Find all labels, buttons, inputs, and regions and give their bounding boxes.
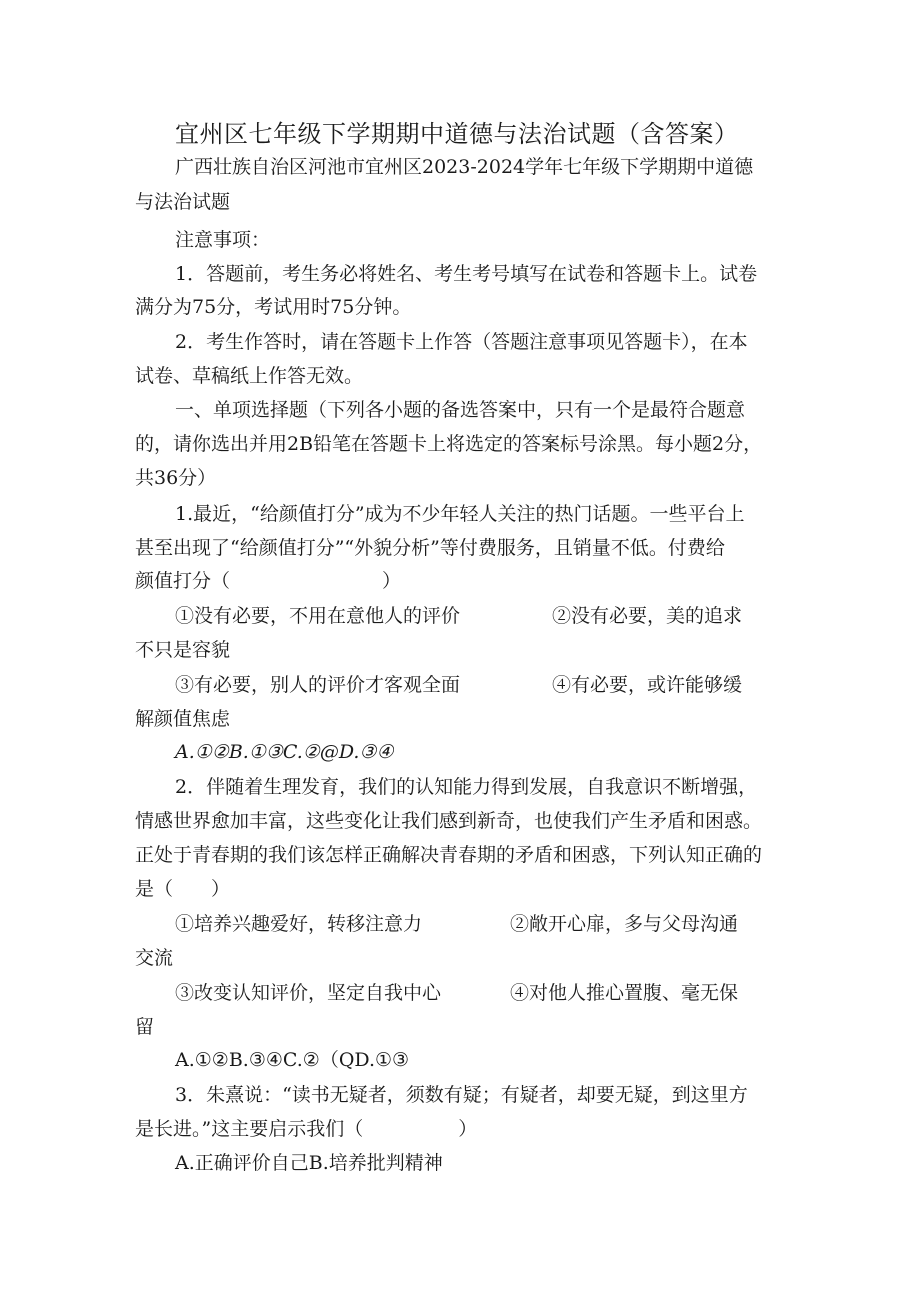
question-1-stem: 1.最近，“给颜值打分”成为不少年轻人关注的热门话题。一些平台上 [175,503,745,525]
question-1-option-2-cont: 不只是容貌 [135,639,231,661]
question-2-stem-cont: 情感世界愈加丰富，这些变化让我们感到新奇，也使我们产生矛盾和困惑。 [135,810,763,832]
subtitle-cont: 与法治试题 [135,191,231,213]
subtitle: 广西壮族自治区河池市宜州区2023-2024学年七年级下学期期中道德 [175,156,754,178]
page-title: 宜州区七年级下学期期中道德与法治试题（含答案） [175,120,739,148]
section-heading-cont: 共36分） [135,467,217,489]
question-1-option-1: ①没有必要，不用在意他人的评价 [175,605,461,627]
question-1-stem-cont: 甚至出现了“给颜值打分”“外貌分析”等付费服务，且销量不低。付费给 [135,537,725,559]
question-2-option-4: ④对他人推心置腹、毫无保 [510,982,739,1004]
question-3-stem-cont: 是长进。”这主要启示我们（ ） [135,1118,478,1140]
question-2-option-1: ①培养兴趣爱好，转移注意力 [175,913,423,935]
question-2-option-3: ③改变认知评价，坚定自我中心 [175,982,442,1004]
question-2-stem-cont: 正处于青春期的我们该怎样正确解决青春期的矛盾和困惑，下列认知正确的 [135,844,763,866]
question-1-option-2: ②没有必要，美的追求 [552,605,743,627]
question-3-answers: A.正确评价自己B.培养批判精神 [175,1152,443,1174]
question-1-answers: A.①②B.①③C.②@D.③④ [175,741,394,763]
notice-heading: 注意事项： [175,229,271,251]
section-heading-cont: 的，请你选出并用2B铅笔在答题卡上将选定的答案标号涂黑。每小题2分， [135,433,763,455]
question-2-option-4-cont: 留 [135,1016,155,1038]
section-heading: 一、单项选择题（下列各小题的备选答案中，只有一个是最符合题意 [175,399,746,421]
question-2-option-2: ②敞开心扉，多与父母沟通 [510,913,739,935]
notice-item-1: 1．答题前，考生务必将姓名、考生考号填写在试卷和答题卡上。试卷 [175,263,758,285]
question-2-stem: 2．伴随着生理发育，我们的认知能力得到发展，自我意识不断增强， [175,776,758,798]
notice-item-1-cont: 满分为75分，考试用时75分钟。 [135,296,412,318]
question-1-stem-cont: 颜值打分（ ） [135,570,402,592]
question-1-option-3: ③有必要，别人的评价才客观全面 [175,674,461,696]
question-2-answers: A.①②B.③④C.②（QD.①③ [175,1049,410,1071]
question-2-option-2-cont: 交流 [135,947,174,969]
notice-item-2: 2．考生作答时，请在答题卡上作答（答题注意事项见答题卡），在本 [175,331,748,353]
question-1-option-4: ④有必要，或许能够缓 [552,674,743,696]
question-2-stem-cont: 是（ ） [135,878,231,900]
question-3-stem: 3．朱熹说：“读书无疑者，须数有疑；有疑者，却要无疑，到这里方 [175,1084,748,1106]
question-1-option-4-cont: 解颜值焦虑 [135,708,231,730]
notice-item-2-cont: 试卷、草稿纸上作答无效。 [135,365,364,387]
